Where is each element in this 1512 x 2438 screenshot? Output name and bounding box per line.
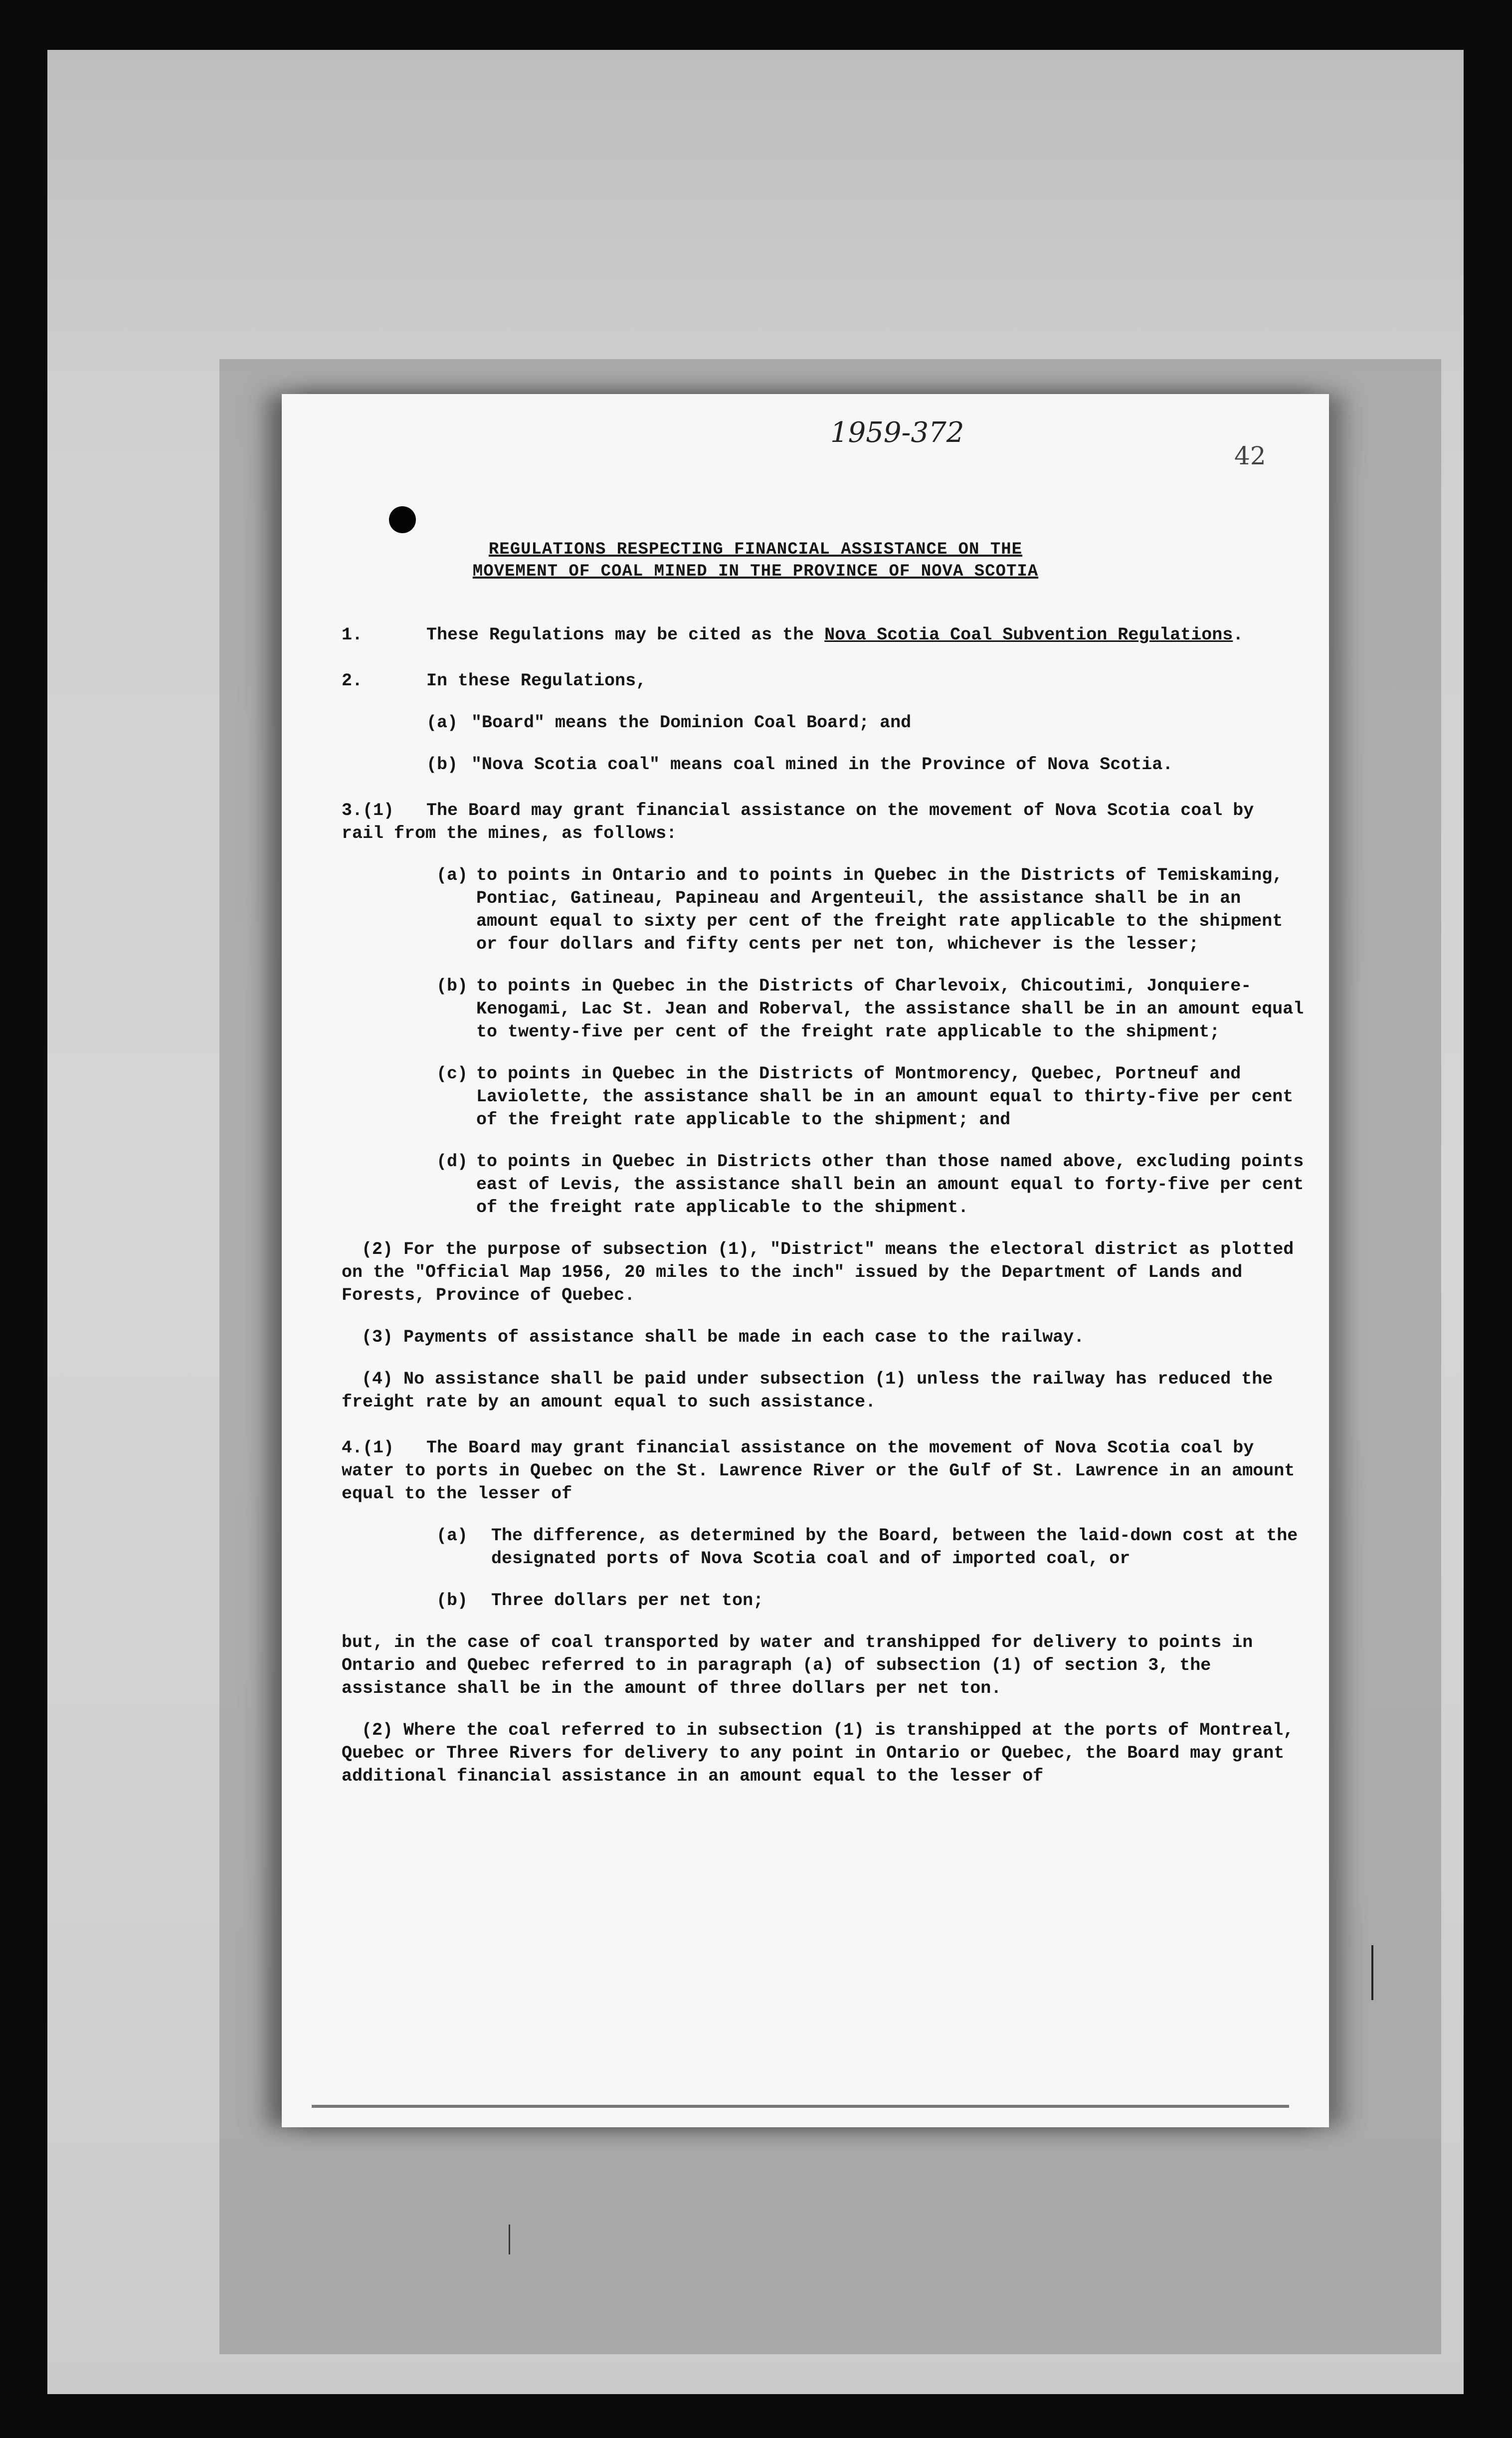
section-1 [342, 623, 1304, 646]
paragraph-item [342, 1589, 1304, 1612]
title-line-2: MOVEMENT OF COAL MINED IN THE PROVINCE OF NOVA SCOTIA [472, 562, 1039, 581]
scan-mark [509, 2225, 510, 2254]
handwritten-reference: 1959-372 [830, 416, 964, 449]
section-2 [342, 669, 1304, 776]
section-3 [342, 799, 1304, 1414]
subsection-4: (4) No assistance shall be paid under subsection (1) unless the railway has reduced the freight rate by an amount equal to such assistance. [342, 1369, 1273, 1412]
item-label: (d) [436, 1152, 468, 1172]
paragraph-item [342, 975, 1304, 1043]
item-label: (a) [436, 865, 468, 885]
item-text: to points in Quebec in the Districts of Montmorency, Quebec, Portneuf and Laviolette, the assistance shall be in an amount equal to thirty-five per cent of the freight rate applicable to the shipment; and [476, 1064, 1294, 1130]
section-4 [342, 1436, 1304, 1788]
section-number: 3.(1) [342, 801, 394, 820]
item-label: (a) [436, 1526, 468, 1546]
item-label: (a) [426, 713, 458, 733]
paragraph-item [342, 1524, 1304, 1570]
definition-item [342, 753, 1304, 776]
paragraph-item [342, 864, 1304, 956]
section-intro: In these Regulations, [426, 671, 647, 691]
item-label: (b) [436, 1591, 468, 1611]
item-label: (b) [426, 755, 458, 775]
section-text: These Regulations may be cited as the Nova Scotia Coal Subvention Regulations. [426, 625, 1244, 645]
item-text: The difference, as determined by the Board, between the laid-down cost at the designated ports of Nova Scotia coal and of imported coal, or [491, 1526, 1298, 1569]
page-number: 42 [1234, 441, 1266, 470]
item-text: to points in Ontario and to points in Quebec in the Districts of Temiskaming, Pontiac, Gatineau, Papineau and Argenteuil, the assistance shall be in an amount equal to sixty per cent of the freight rate applicable to the shipment or four dollars and fifty cents per net ton, whichever is the lesser; [476, 865, 1283, 954]
subsection-2: (2) For the purpose of subsection (1), "District" means the electoral district as plotted on the "Official Map 1956, 20 miles to the inch" issued by the Department of Lands and Forests, Province of Quebec. [342, 1239, 1294, 1305]
definition-item [342, 711, 1304, 734]
bottom-rule [312, 2105, 1289, 2108]
item-text: to points in Quebec in the Districts of Charlevoix, Chicoutimi, Jonquiere-Kenogami, Lac St. Jean and Roberval, the assistance shall be in an amount equal to twenty-five per cent of the freight rate applicable to the shipment; [476, 976, 1304, 1042]
section-number: 1. [342, 625, 363, 645]
section-4-tail: but, in the case of coal transported by water and transhipped for delivery to points in Ontario and Quebec referred to in paragraph (a) of subsection (1) of section 3, the assistance shall be in the amount of three dollars per net ton. [342, 1632, 1253, 1698]
item-text: to points in Quebec in Districts other than those named above, excluding points east of Levis, the assistance shall bein an amount equal to forty-five per cent of the freight rate applicable to the shipment. [476, 1152, 1304, 1218]
section-number: 2. [342, 671, 363, 691]
document-title [282, 539, 1229, 583]
punch-hole [389, 506, 416, 533]
scan-mark [1371, 1945, 1373, 2000]
item-label: (b) [436, 976, 468, 996]
paragraph-item [342, 1062, 1304, 1131]
subsection-2: (2) Where the coal referred to in subsection (1) is transhipped at the ports of Montreal, Quebec or Three Rivers for delivery to any point in Ontario or Quebec, the Board may grant additional financial assistance in an amount equal to the lesser of [342, 1720, 1294, 1786]
short-title: Nova Scotia Coal Subvention Regulations [824, 625, 1233, 645]
item-label: (c) [436, 1064, 468, 1084]
section-number: 4.(1) [342, 1438, 394, 1458]
section-intro: 3.(1) The Board may grant financial assistance on the movement of Nova Scotia coal by rail from the mines, as follows: [342, 799, 1304, 845]
title-line-1: REGULATIONS RESPECTING FINANCIAL ASSISTANCE ON THE [488, 540, 1023, 559]
paragraph-item [342, 1150, 1304, 1219]
subsection-3: (3) Payments of assistance shall be made in each case to the railway. [362, 1327, 1085, 1347]
item-text: "Board" means the Dominion Coal Board; and [471, 713, 912, 733]
section-intro: 4.(1) The Board may grant financial assistance on the movement of Nova Scotia coal by water to ports in Quebec on the St. Lawrence River or the Gulf of St. Lawrence in an amount equal to the lesser of [342, 1436, 1304, 1505]
item-text: "Nova Scotia coal" means coal mined in the Province of Nova Scotia. [471, 755, 1173, 775]
document-body [342, 623, 1304, 1811]
document-page [282, 394, 1329, 2127]
item-text: Three dollars per net ton; [491, 1591, 764, 1611]
